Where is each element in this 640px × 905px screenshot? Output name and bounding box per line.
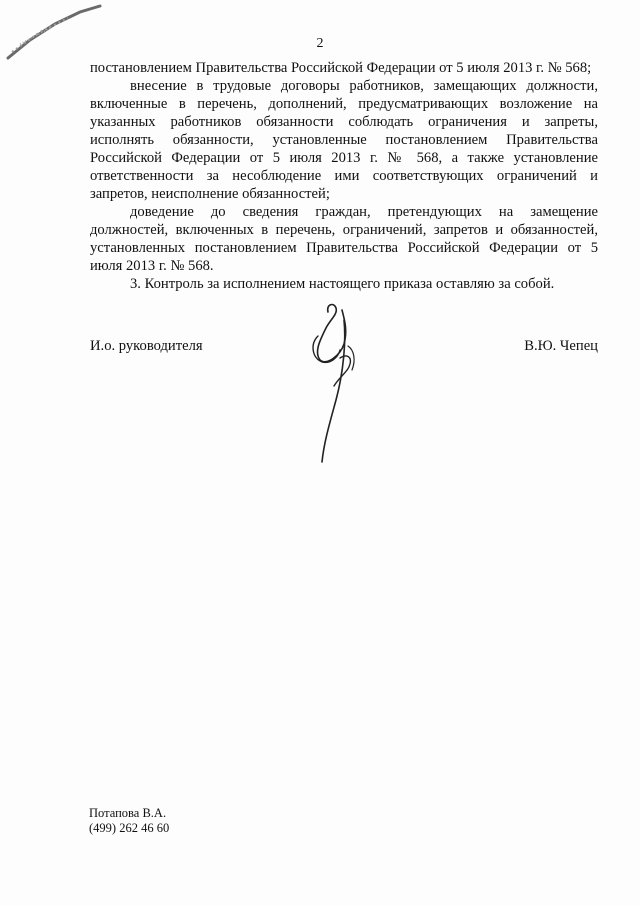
page-number: 2 xyxy=(316,36,324,51)
executor-phone: (499) 262 46 60 xyxy=(89,821,170,835)
paragraph-continuation: постановлением Правительства Российской Федерации от 5 июля 2013 г. № 568; xyxy=(90,60,592,76)
signer-name: В.Ю. Чепец xyxy=(524,338,598,354)
executor-name: Потапова В.А. xyxy=(89,806,167,820)
document-body xyxy=(90,59,598,293)
executor-info xyxy=(89,806,169,836)
signer-title: И.о. руководителя xyxy=(90,338,203,354)
paragraph-employment-contracts: внесение в трудовые договоры работников, замещающих должности, включенные в перечень, дополнений, предусматривающих возложение на указанных работников обязанности соблюдать ограничения и запреты, исполнять обязанности, установленные постановлением Правительства Российской Федерации от 5 июля 2013 г. № 568, а также установление ответственности за несоблюдение ими соответствующих ограничений и запретов, неисполнение обязанностей; xyxy=(90,78,598,202)
paragraph-control-clause: 3. Контроль за исполнением настоящего приказа оставляю за собой. xyxy=(130,276,555,292)
handwritten-signature xyxy=(300,300,370,470)
paragraph-inform-citizens: доведение до сведения граждан, претендующих на замещение должностей, включенных в перечень, ограничений, запретов и обязанностей, установленных постановлением Правительства Российской Федерации от 5 июля 2013 г. № 568. xyxy=(90,204,598,274)
